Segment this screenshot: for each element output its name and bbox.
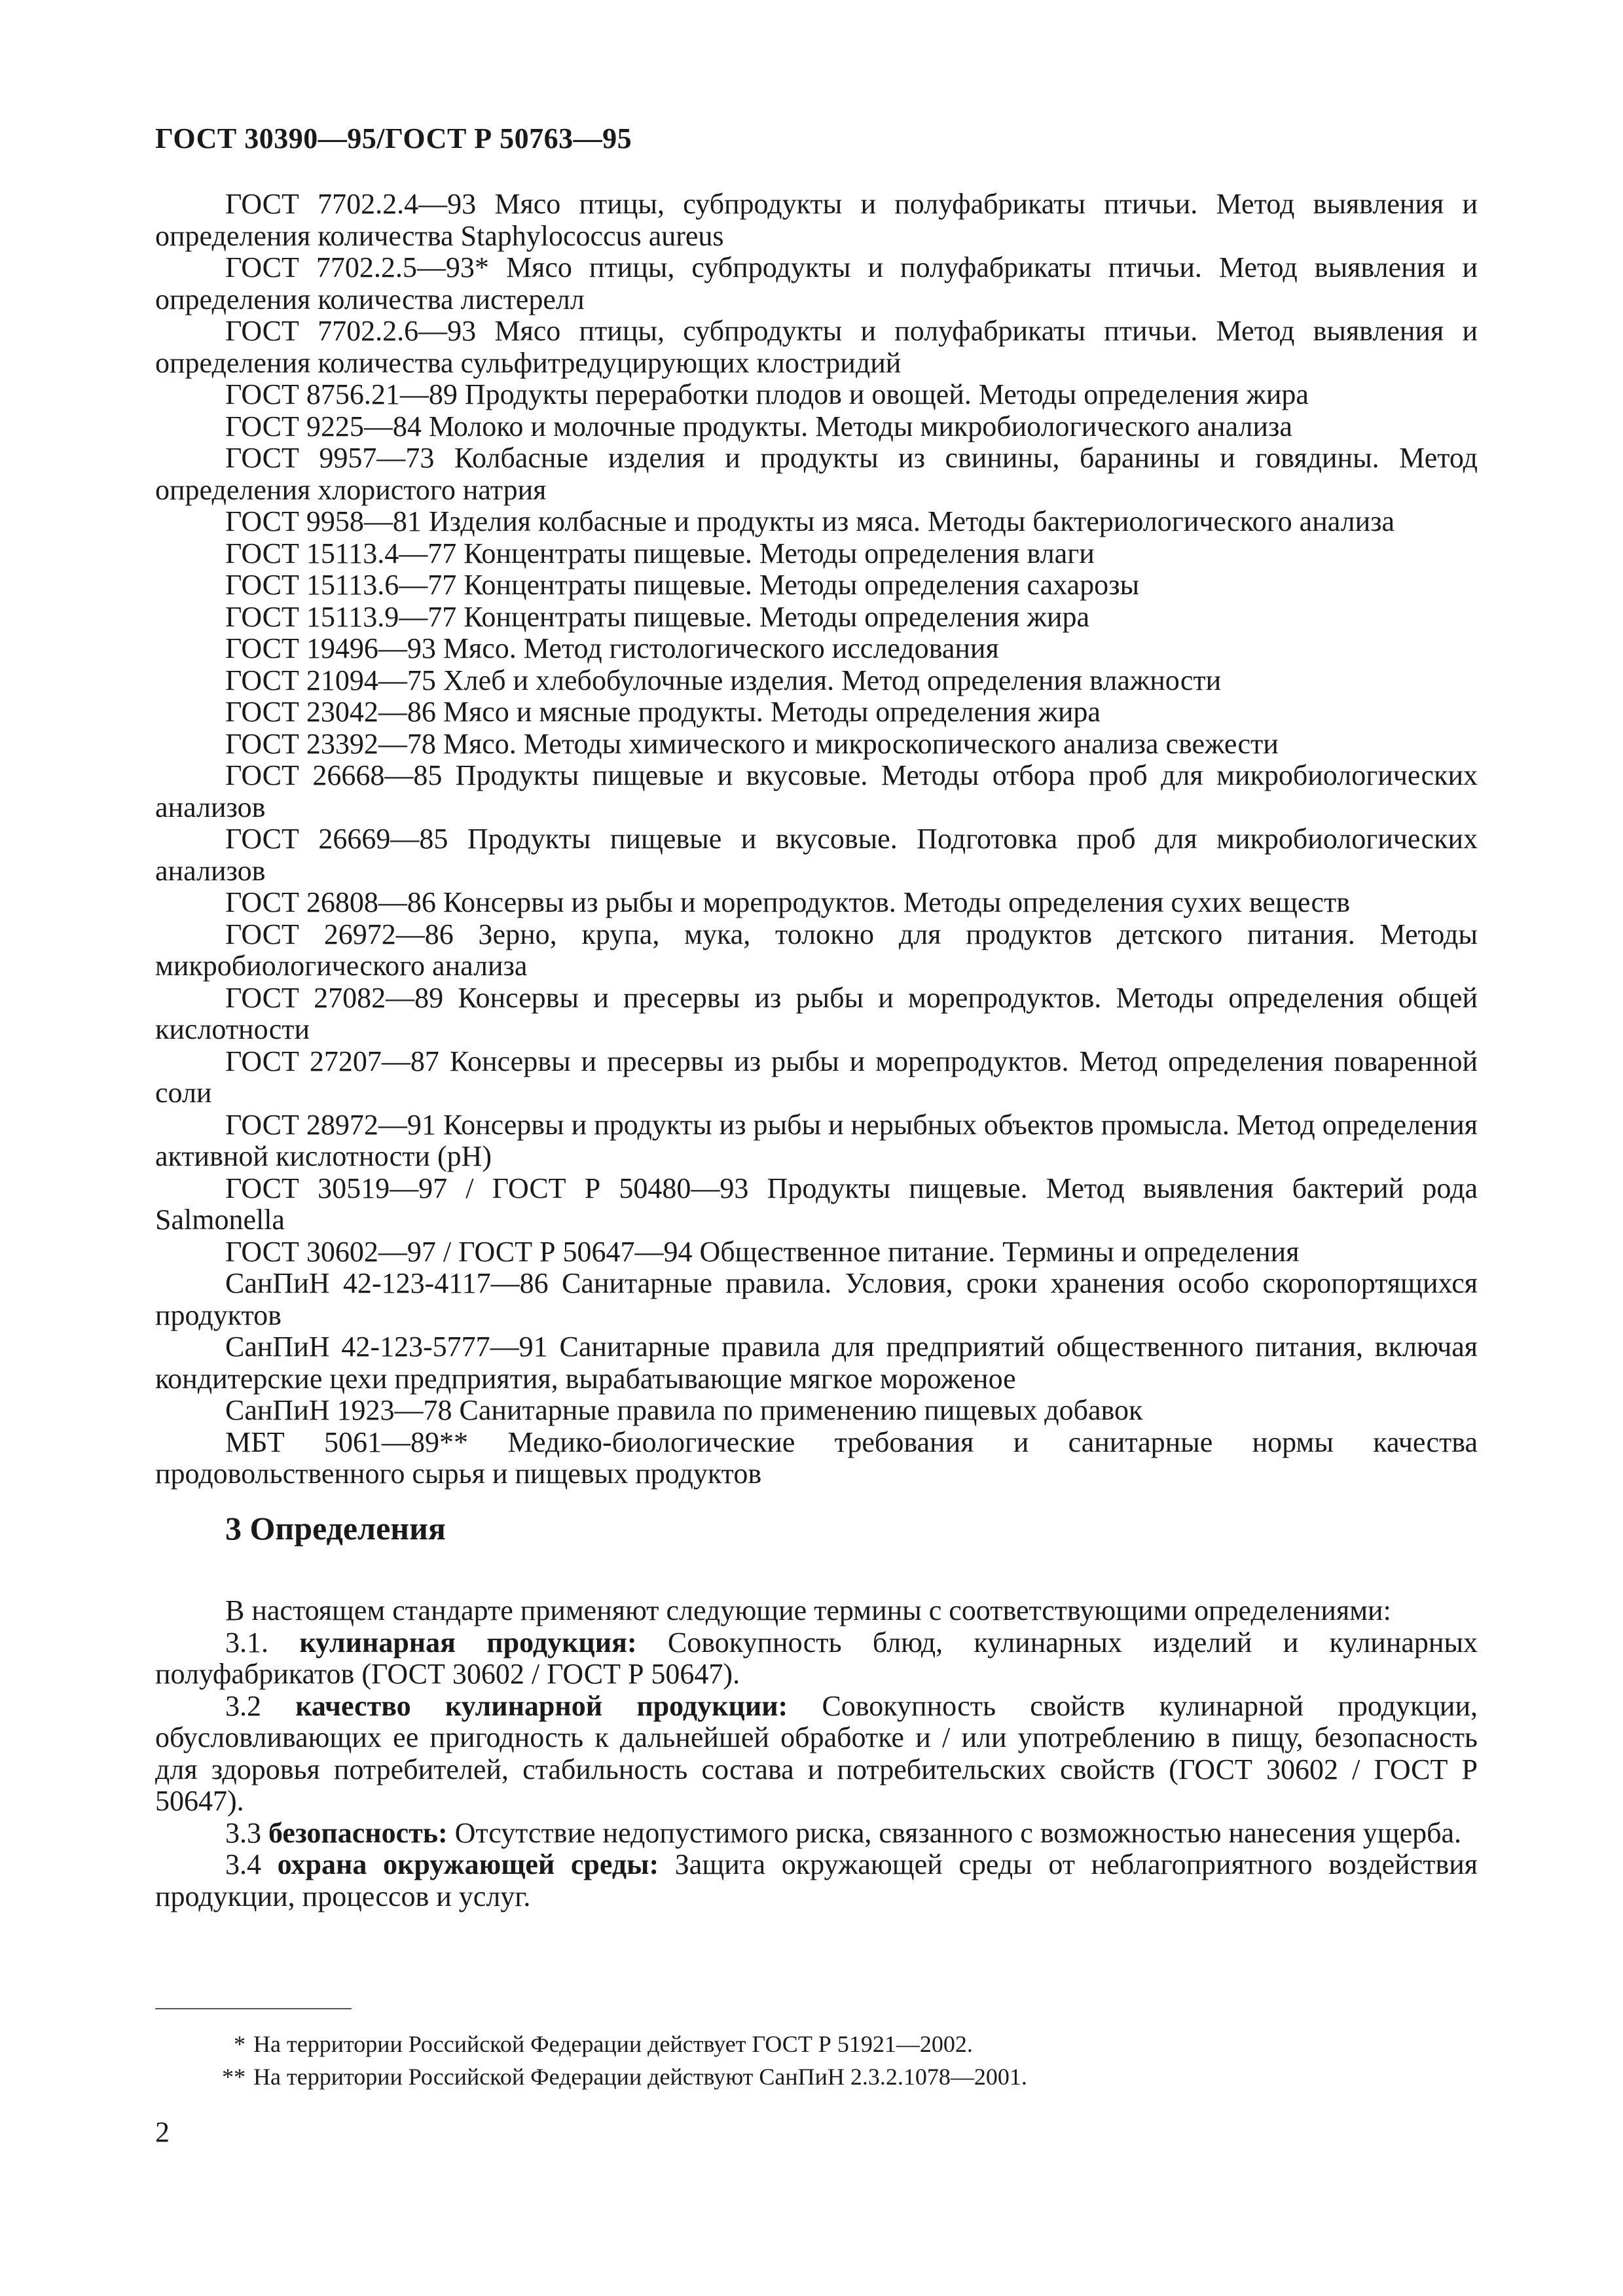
definition-number: 3.3 (225, 1816, 261, 1849)
footnote (155, 2060, 1478, 2093)
reference-item: ГОСТ 15113.4—77 Концентраты пищевые. Методы определения влаги (225, 537, 1095, 569)
definition-item (155, 1627, 1478, 1691)
document-header: ГОСТ 30390—95/ГОСТ Р 50763—95 (155, 122, 632, 154)
footnote-mark: * (234, 2031, 246, 2057)
reference-item: МБТ 5061—89** Медико-биологические требования и санитарные нормы качества продовольственного сырья и пищевых продуктов (155, 1426, 1478, 1490)
definition-term: безопасность: (268, 1816, 448, 1849)
definition-item (155, 1818, 1478, 1850)
definition-term: качество кулинарной продукции: (295, 1689, 788, 1722)
page-number: 2 (155, 2116, 170, 2148)
reference-item: ГОСТ 15113.6—77 Концентраты пищевые. Методы определения сахарозы (225, 569, 1140, 601)
reference-item: ГОСТ 21094—75 Хлеб и хлебобулочные изделия. Метод определения влажности (225, 664, 1222, 696)
footnote-text: На территории Российской Федерации действуют СанПиН 2.3.2.1078—2001. (253, 2064, 1027, 2090)
reference-item: ГОСТ 23392—78 Мясо. Методы химического и микроскопического анализа свежести (225, 727, 1279, 760)
reference-item: ГОСТ 30519—97 / ГОСТ Р 50480—93 Продукты пищевые. Метод выявления бактерий рода Salmonella (155, 1172, 1478, 1236)
reference-item: ГОСТ 23042—86 Мясо и мясные продукты. Методы определения жира (225, 696, 1101, 728)
definition-number: 3.2 (225, 1689, 261, 1722)
definition-number: 3.1. (225, 1626, 268, 1659)
reference-item: ГОСТ 9958—81 Изделия колбасные и продукты из мяса. Методы бактериологического анализа (225, 505, 1395, 537)
reference-item: СанПиН 42-123-4117—86 Санитарные правила. Условия, сроки хранения особо скоропортящихся продуктов (155, 1267, 1478, 1331)
reference-item: ГОСТ 9957—73 Колбасные изделия и продукты из свинины, баранины и говядины. Метод определения хлористого натрия (155, 442, 1478, 506)
footnote (155, 2028, 1478, 2060)
reference-item: ГОСТ 28972—91 Консервы и продукты из рыбы и нерыбных объектов промысла. Метод определения активной кислотности (pH) (155, 1108, 1478, 1172)
reference-item: ГОСТ 26668—85 Продукты пищевые и вкусовые. Методы отбора проб для микробиологических анализов (155, 759, 1478, 823)
reference-item: ГОСТ 26669—85 Продукты пищевые и вкусовые. Подготовка проб для микробиологических анализов (155, 823, 1478, 887)
footnote-text: На территории Российской Федерации действует ГОСТ Р 51921—2002. (253, 2031, 973, 2057)
definition-number: 3.4 (225, 1848, 261, 1880)
reference-item: СанПиН 42-123-5777—91 Санитарные правила для предприятий общественного питания, включая кондитерские цехи предприятия, вырабатывающие мягкое мороженое (155, 1331, 1478, 1395)
reference-item: ГОСТ 26972—86 Зерно, крупа, мука, толокно для продуктов детского питания. Методы микробиологического анализа (155, 918, 1478, 982)
reference-item: ГОСТ 19496—93 Мясо. Метод гистологического исследования (225, 632, 999, 664)
definitions-list (155, 1595, 1478, 1912)
normative-references-list (155, 188, 1478, 1490)
definition-text: Защита окружающей среды от неблагоприятного воздействия продукции, процессов и услуг. (155, 1848, 1478, 1912)
reference-item: ГОСТ 26808—86 Консервы из рыбы и морепродуктов. Методы определения сухих веществ (225, 886, 1350, 918)
reference-item: ГОСТ 7702.2.4—93 Мясо птицы, субпродукты и полуфабрикаты птичьи. Метод выявления и определения количества Staphylococcus aureus (155, 188, 1478, 252)
definition-term: кулинарная продукция: (299, 1626, 637, 1659)
footnote-divider (155, 2008, 352, 2009)
reference-item: ГОСТ 9225—84 Молоко и молочные продукты. Методы микробиологического анализа (225, 410, 1292, 442)
reference-item: ГОСТ 27207—87 Консервы и пресервы из рыбы и морепродуктов. Метод определения поваренной соли (155, 1045, 1478, 1109)
reference-item: СанПиН 1923—78 Санитарные правила по применению пищевых добавок (225, 1394, 1143, 1426)
footnotes (155, 2028, 1478, 2093)
definition-item (155, 1849, 1478, 1912)
definition-text: Отсутствие недопустимого риска, связанного с возможностью нанесения ущерба. (454, 1816, 1462, 1849)
reference-item: ГОСТ 7702.2.6—93 Мясо птицы, субпродукты и полуфабрикаты птичьи. Метод выявления и определения количества сульфитредуцирующих клостридий (155, 315, 1478, 379)
reference-item: ГОСТ 30602—97 / ГОСТ Р 50647—94 Общественное питание. Термины и определения (225, 1235, 1300, 1268)
reference-item: ГОСТ 27082—89 Консервы и пресервы из рыбы и морепродуктов. Методы определения общей кислотности (155, 981, 1478, 1045)
definition-text: Совокупность блюд, кулинарных изделий и кулинарных полуфабрикатов (ГОСТ 30602 / ГОСТ Р 50647). (155, 1626, 1478, 1690)
definition-text: Совокупность свойств кулинарной продукции, обусловливающих ее пригодность к дальнейшей обработке и / или употреблению в пищу, безопасность для здоровья потребителей, стабильность состава и потребительских свойств (ГОСТ 30602 / ГОСТ Р 50647). (155, 1689, 1478, 1817)
section-title: 3 Определения (225, 1510, 446, 1547)
reference-item: ГОСТ 8756.21—89 Продукты переработки плодов и овощей. Методы определения жира (225, 378, 1309, 410)
footnote-mark: ** (222, 2064, 246, 2090)
section-definitions (155, 1509, 1478, 1912)
reference-item: ГОСТ 7702.2.5—93* Мясо птицы, субпродукты и полуфабрикаты птичьи. Метод выявления и определения количества листерелл (155, 251, 1478, 315)
definition-term: охрана окружающей среды: (277, 1848, 659, 1880)
definition-item (155, 1691, 1478, 1818)
definitions-intro: В настоящем стандарте применяют следующие термины с соответствующими определениями: (225, 1594, 1391, 1626)
reference-item: ГОСТ 15113.9—77 Концентраты пищевые. Методы определения жира (225, 600, 1089, 633)
